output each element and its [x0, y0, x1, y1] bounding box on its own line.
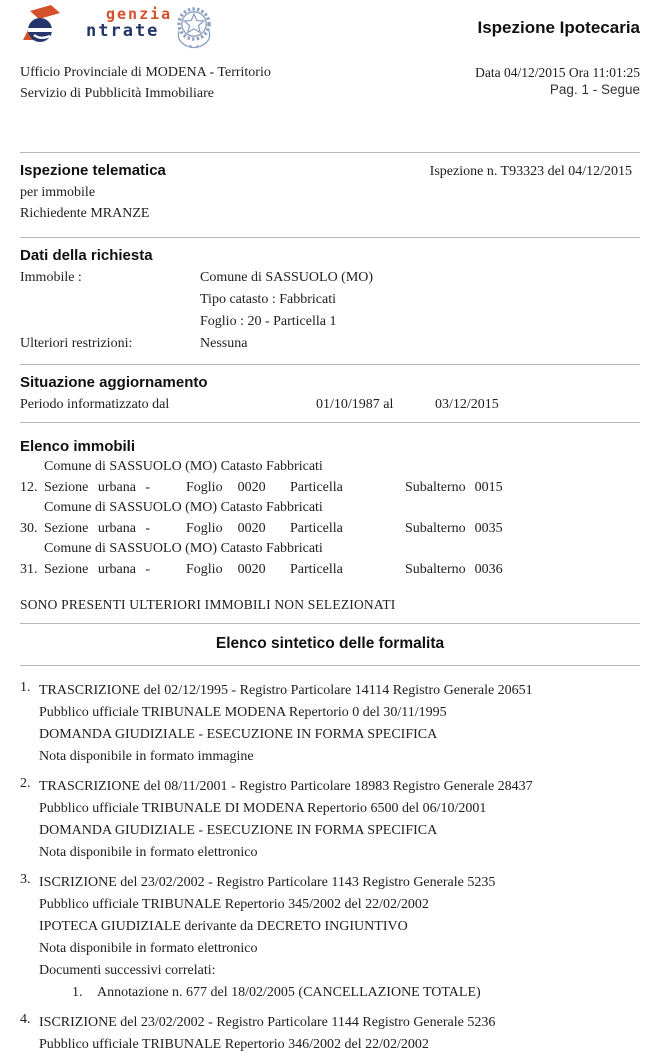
- immobile-row-number: 31.: [20, 561, 38, 577]
- formalita-line: Documenti successivi correlati:: [39, 963, 216, 978]
- divider: [20, 623, 640, 624]
- foglio-value: 0020: [237, 520, 266, 536]
- section-heading-ispezione-telematica: Ispezione telematica: [20, 162, 166, 179]
- formalita-line: Pubblico ufficiale TRIBUNALE Repertorio 345/2002 del 22/02/2002: [39, 897, 429, 912]
- immobile-sezione: Sezione urbana -: [44, 520, 151, 536]
- subalterno-value: 0035: [474, 520, 503, 536]
- formalita-line: DOMANDA GIUDIZIALE - ESECUZIONE IN FORMA SPECIFICA: [39, 727, 438, 742]
- richiesta-row-immobile: [20, 267, 640, 333]
- formalita-item-2: [20, 776, 640, 864]
- periodo-label: Periodo informatizzato dal: [20, 397, 170, 412]
- immobili-list: [20, 457, 640, 580]
- immobile-row-number: 12.: [20, 479, 38, 495]
- page-header: [20, 4, 640, 108]
- telematica-details: [20, 182, 640, 224]
- logo-word-genzia: genzia: [106, 5, 173, 23]
- immobile-row: [20, 560, 640, 581]
- subalterno-value: 0015: [474, 479, 503, 495]
- formalita-subitem-number: 1.: [72, 985, 83, 1000]
- divider: [20, 237, 640, 238]
- formalita-line: ISCRIZIONE del 23/02/2002 - Registro Particolare 1144 Registro Generale 5236: [39, 1015, 496, 1030]
- logo-wordmark: [72, 6, 172, 39]
- richiesta-row-restrizioni: [20, 333, 640, 355]
- formalita-line: Nota disponibile in formato elettronico: [39, 845, 258, 860]
- immobile-values: [200, 267, 640, 333]
- immobile-comune-line: Comune di SASSUOLO (MO) Catasto Fabbricati: [44, 500, 323, 515]
- formalita-item-number: 2.: [20, 776, 31, 791]
- periodo-to: 03/12/2015: [435, 397, 499, 412]
- subalterno-label: Subalterno: [405, 479, 466, 495]
- formalita-line: ISCRIZIONE del 23/02/2002 - Registro Particolare 1143 Registro Generale 5235: [39, 875, 496, 890]
- immobile-comune-line: Comune di SASSUOLO (MO) Catasto Fabbricati: [44, 541, 323, 556]
- formalita-item-number: 3.: [20, 872, 31, 887]
- immobile-row-number: 30.: [20, 520, 38, 536]
- header-right: [475, 4, 640, 108]
- formalita-item-number: 1.: [20, 680, 31, 695]
- section-ispezione-telematica: [20, 162, 640, 180]
- particella-label: Particella: [290, 479, 343, 495]
- formalita-item-lines: [39, 872, 640, 1004]
- formalita-line: TRASCRIZIONE del 08/11/2001 - Registro Particolare 18983 Registro Generale 28437: [39, 779, 533, 794]
- periodo-from: 01/10/1987 al: [316, 397, 394, 412]
- formalita-subitem-text: Annotazione n. 677 del 18/02/2005 (CANCELLAZIONE TOTALE): [97, 985, 481, 1000]
- immobile-tipo-catasto: Tipo catasto : Fabbricati: [200, 292, 336, 307]
- formalita-line: IPOTECA GIUDIZIALE derivante da DECRETO INGIUNTIVO: [39, 919, 408, 934]
- divider: [20, 665, 640, 666]
- immobile-sezione: Sezione urbana -: [44, 479, 151, 495]
- divider: [20, 364, 640, 365]
- italian-republic-emblem-icon: [174, 5, 214, 49]
- office-line-1: Ufficio Provinciale di MODENA - Territorio: [20, 65, 271, 80]
- foglio-label: Foglio: [186, 479, 223, 495]
- section-heading-elenco-immobili: Elenco immobili: [20, 438, 136, 455]
- telematica-line-per-immobile: per immobile: [20, 185, 96, 200]
- formalita-item-lines: [39, 776, 640, 864]
- periodo-row: [20, 394, 640, 416]
- formalita-line: DOMANDA GIUDIZIALE - ESECUZIONE IN FORMA SPECIFICA: [39, 823, 438, 838]
- formalita-item-lines: [39, 680, 640, 768]
- ispezione-number: Ispezione n. T93323 del 04/12/2015: [429, 164, 632, 179]
- immobile-comune-line: Comune di SASSUOLO (MO) Catasto Fabbricati: [44, 459, 323, 474]
- immobile-row: [20, 478, 640, 499]
- formalita-item-1: [20, 680, 640, 768]
- agenzia-entrate-logo-mark-icon: [20, 4, 66, 46]
- label-ulteriori-restrizioni: Ulteriori restrizioni:: [20, 336, 133, 351]
- subalterno-value: 0036: [474, 561, 503, 577]
- formalita-list: [20, 680, 640, 1056]
- particella-label: Particella: [290, 561, 343, 577]
- formalita-item-3: [20, 872, 640, 1004]
- formalita-line: Nota disponibile in formato immagine: [39, 749, 254, 764]
- formalita-subitem: [72, 982, 640, 1004]
- foglio-label: Foglio: [186, 520, 223, 536]
- telematica-line-richiedente: Richiedente MRANZE: [20, 206, 150, 221]
- section-heading-dati-richiesta: Dati della richiesta: [20, 247, 153, 264]
- agenzia-entrate-logo: [20, 4, 271, 49]
- logo-word-ntrate: ntrate: [86, 21, 160, 41]
- formalita-item-lines: [39, 1012, 640, 1056]
- divider: [20, 422, 640, 423]
- office-address: [20, 62, 271, 104]
- date-time-line: Data 04/12/2015 Ora 11:01:25: [475, 65, 640, 80]
- formalita-line: Nota disponibile in formato elettronico: [39, 941, 258, 956]
- immobile-comune: Comune di SASSUOLO (MO): [200, 270, 374, 285]
- label-immobile: Immobile :: [20, 270, 82, 285]
- office-line-2: Servizio di Pubblicità Immobiliare: [20, 86, 215, 101]
- subalterno-label: Subalterno: [405, 561, 466, 577]
- section-heading-elenco-sintetico: Elenco sintetico delle formalita: [215, 635, 445, 652]
- section-heading-situazione-aggiornamento: Situazione aggiornamento: [20, 374, 208, 391]
- agency-block: [20, 4, 271, 108]
- foglio-value: 0020: [237, 561, 266, 577]
- immobili-footer-note: SONO PRESENTI ULTERIORI IMMOBILI NON SELEZIONATI: [20, 597, 396, 612]
- formalita-item-number: 4.: [20, 1012, 31, 1027]
- formalita-item-4: [20, 1012, 640, 1056]
- particella-label: Particella: [290, 520, 343, 536]
- immobile-row: [20, 519, 640, 540]
- divider: [20, 152, 640, 153]
- restrizioni-value: Nessuna: [200, 336, 248, 351]
- immobile-foglio-particella: Foglio : 20 - Particella 1: [200, 314, 337, 329]
- subalterno-label: Subalterno: [405, 520, 466, 536]
- page-title: Ispezione Ipotecaria: [477, 18, 640, 37]
- formalita-line: Pubblico ufficiale TRIBUNALE Repertorio 346/2002 del 22/02/2002: [39, 1037, 429, 1052]
- foglio-label: Foglio: [186, 561, 223, 577]
- formalita-line: Pubblico ufficiale TRIBUNALE MODENA Repertorio 0 del 30/11/1995: [39, 705, 447, 720]
- formalita-line: TRASCRIZIONE del 02/12/1995 - Registro Particolare 14114 Registro Generale 20651: [39, 683, 533, 698]
- page-number-line: Pag. 1 - Segue: [549, 82, 640, 97]
- formalita-line: Pubblico ufficiale TRIBUNALE DI MODENA Repertorio 6500 del 06/10/2001: [39, 801, 487, 816]
- immobile-sezione: Sezione urbana -: [44, 561, 151, 577]
- foglio-value: 0020: [237, 479, 266, 495]
